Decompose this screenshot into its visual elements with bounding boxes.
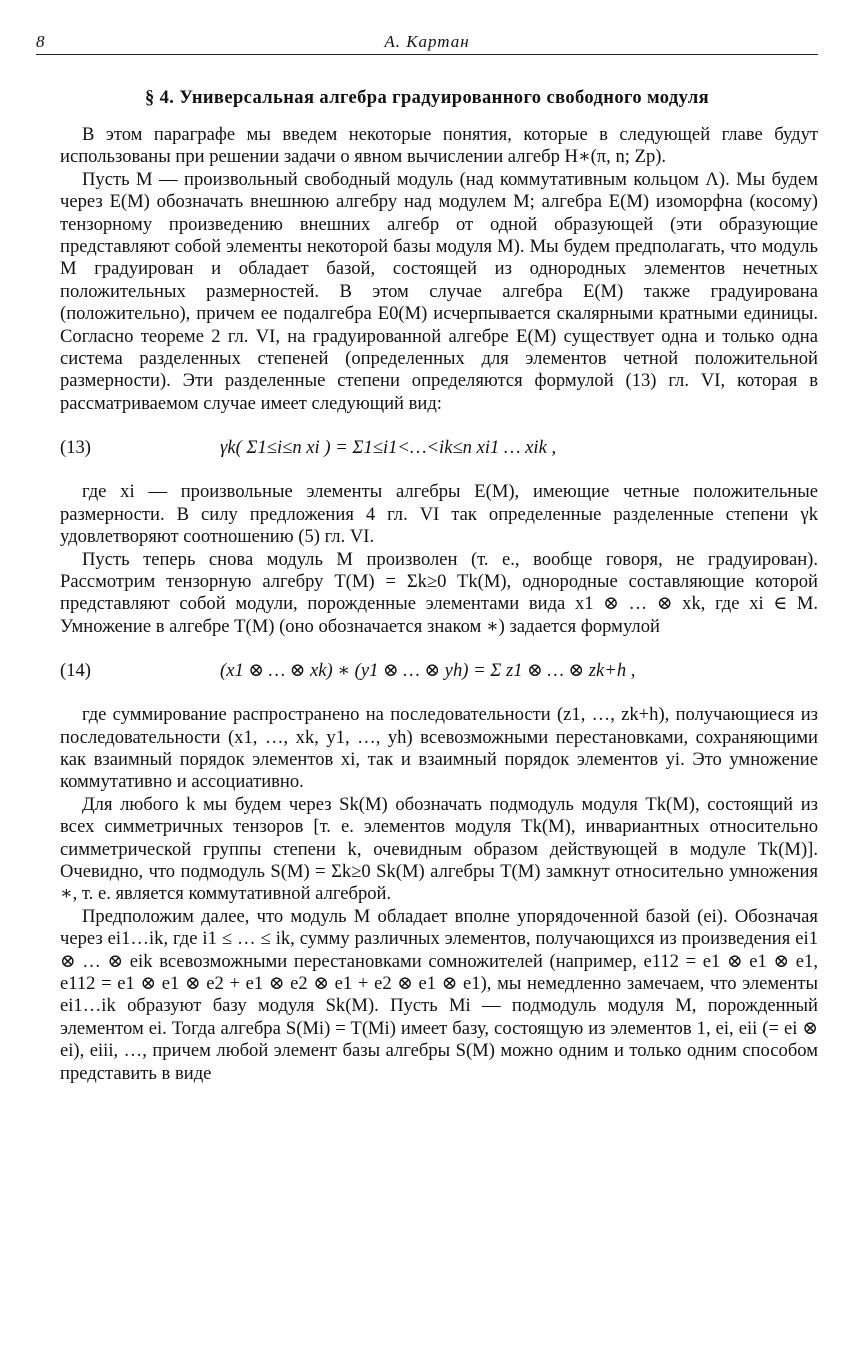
- paragraph-6: Для любого k мы будем через Sk(M) обозначать подмодуль модуля Tk(M), состоящий из всех симметричных тензоров [т. е. элементов модуля Tk(M), инвариантных относительно симметрической группы степени k, очевидным образом действующей в модуле Tk(M)]. Очевидно, что подмодуль S(M) = Σk≥0 Sk(M) алгебры T(M) замкнут относительно умножения ∗, т. е. является коммутативной алгеброй.: [60, 793, 818, 905]
- section-title: § 4. Универсальная алгебра градуированного свободного модуля: [144, 88, 710, 108]
- equation-14-label: (14): [60, 659, 91, 681]
- running-header: [36, 30, 818, 55]
- paragraph-4: Пусть теперь снова модуль M произволен (т. е., вообще говоря, не градуирован). Рассмотрим тензорную алгебру T(M) = Σk≥0 Tk(M), однородные составляющие которой представляют собой модули, порожденные элементами вида x1 ⊗ … ⊗ xk, где xi ∈ M. Умножение в алгебре T(M) (оно обозначается знаком ∗) задается формулой: [60, 548, 818, 637]
- paragraph-1: В этом параграфе мы введем некоторые понятия, которые в следующей главе будут использованы при решении задачи о явном вычислении алгебр H∗(π, n; Zp).: [60, 124, 818, 168]
- paragraph-5: где суммирование распространено на последовательности (z1, …, zk+h), получающиеся из последовательности (x1, …, xk, y1, …, yh) всевозможными перестановками, сохраняющими как взаимный порядок элементов xi, так и взаимный порядок элементов yi. Это умножение коммутативно и ассоциативно.: [60, 704, 818, 793]
- equation-13: [60, 415, 818, 481]
- running-title: А. Картан: [384, 32, 470, 51]
- paragraph-3: где xi — произвольные элементы алгебры E(M), имеющие четные положительные размерности. В силу предложения 4 гл. VI так определенные разделенные степени γk удовлетворяют соотношению (5) гл. VI.: [60, 481, 818, 548]
- page-number: 8: [36, 32, 45, 51]
- equation-14-formula: (x1 ⊗ … ⊗ xk) ∗ (y1 ⊗ … ⊗ yh) = Σ z1 ⊗ … ⊗ zk+h ,: [220, 659, 636, 681]
- equation-14: [60, 638, 818, 704]
- paragraph-7: Предположим далее, что модуль M обладает вполне упорядоченной базой (ei). Обозначая через ei1…ik, где i1 ≤ … ≤ ik, сумму различных элементов, получающихся из произведения ei1 ⊗ … ⊗ eik всевозможными перестановками сомножителей (например, e112 = e1 ⊗ e1 ⊗ e1, e112 = e1 ⊗ e1 ⊗ e2 + e1 ⊗ e2 ⊗ e1 + e2 ⊗ e1 ⊗ e1), мы немедленно замечаем, что элементы ei1…ik образуют базу модуля Sk(M). Пусть Mi — подмодуль модуля M, порожденный элементом ei. Тогда алгебра S(Mi) = T(Mi) имеет базу, состоящую из элементов 1, ei, eii (= ei ⊗ ei), eiii, …, причем любой элемент базы алгебры S(M) можно одним и только одним способом представить в виде: [60, 905, 818, 1084]
- body-text: [60, 124, 818, 1085]
- equation-13-label: (13): [60, 437, 91, 459]
- equation-13-formula: γk( Σ1≤i≤n xi ) = Σ1≤i1<…<ik≤n xi1 … xik ,: [220, 437, 557, 459]
- paragraph-2: Пусть M — произвольный свободный модуль (над коммутативным кольцом Λ). Мы будем через E(M) обозначать внешнюю алгебру над модулем M; алгебра E(M) изоморфна (косому) тензорному произведению внешних алгебр от одной образующей (эти образующие представляют собой элементы некоторой базы модуля M). Мы будем предполагать, что модуль M градуирован и обладает базой, состоящей из однородных элементов нечетных положительных размерностей. В этом случае алгебра E(M) также градуирована (положительно), причем ее подалгебра E0(M) исчерпывается скалярными кратными единицы. Согласно теореме 2 гл. VI, на градуированной алгебре E(M) существует одна и только одна система разделенных степеней (определенных для элементов четной положительной размерности). Эти разделенные степени определяются формулой (13) гл. VI, которая в рассматриваемом случае имеет следующий вид:: [60, 168, 818, 414]
